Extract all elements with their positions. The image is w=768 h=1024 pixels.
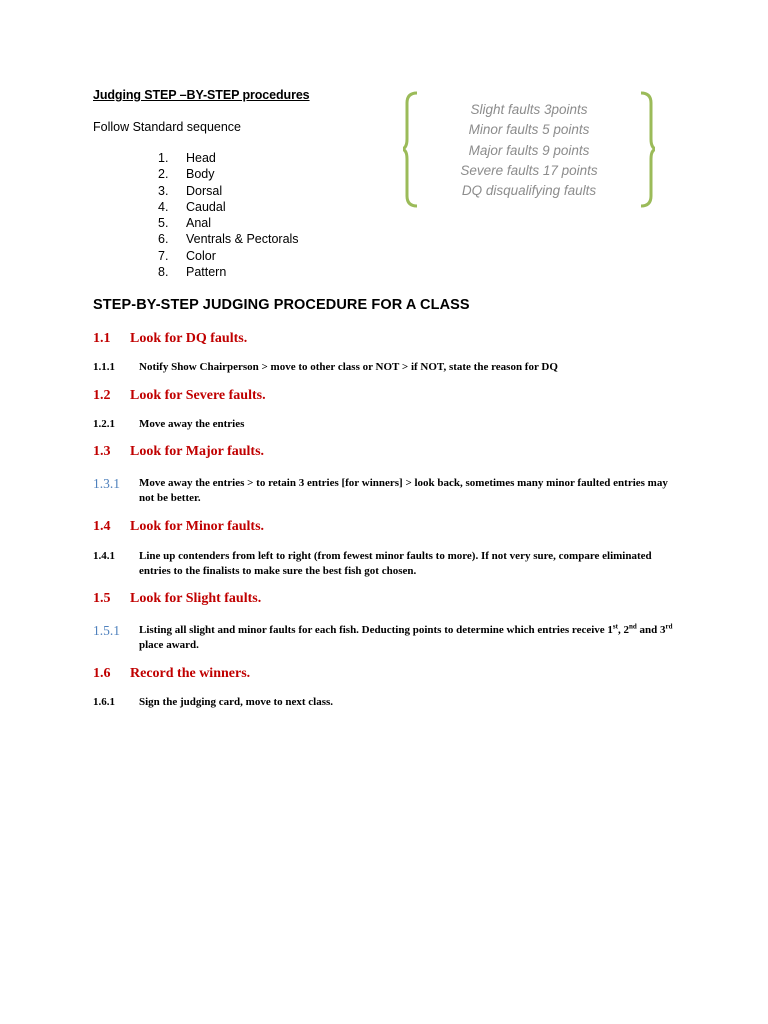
step-heading: 1.1 Look for DQ faults. (93, 331, 248, 346)
fault-line-dq: DQ disqualifying faults (461, 183, 597, 199)
document-subtitle: Follow Standard sequence (93, 120, 242, 134)
section-heading: STEP-BY-STEP JUDGING PROCEDURE FOR A CLASS (93, 297, 470, 313)
step-detail: 1.2.1 Move away the entries (93, 418, 245, 430)
step-heading: 1.6 Record the winners. (93, 666, 251, 681)
fault-line-severe: Severe faults 17 points (460, 162, 598, 178)
step-heading: 1.5 Look for Slight faults. (93, 591, 262, 606)
step-detail: 1.5.1 Listing all slight and minor faults for each fish. Deducting points to determine which entries receive 1st, 2nd and 3rd place award. (93, 622, 673, 651)
sequence-list (158, 150, 299, 280)
step-detail: 1.4.1 Line up contenders from left to right (from fewest minor faults to more). If not very sure, compare eliminated entries to the finalists to make sure the best fish got chosen. (93, 550, 652, 577)
fault-line-minor: Minor faults 5 points (468, 122, 590, 138)
step-heading: 1.3 Look for Major faults. (93, 444, 265, 459)
step-heading: 1.4 Look for Minor faults. (93, 519, 265, 534)
list-item: 8. Pattern (158, 265, 227, 280)
step-detail: 1.1.1 Notify Show Chairperson > move to other class or NOT > if NOT, state the reason for DQ (93, 361, 558, 373)
list-item: 7. Color (158, 248, 216, 263)
list-item: 6. Ventrals & Pectorals (158, 232, 299, 247)
step-heading: 1.2 Look for Severe faults. (93, 388, 266, 403)
list-item: 3. Dorsal (158, 183, 223, 198)
fault-line-slight: Slight faults 3points (470, 102, 588, 117)
fault-line-major: Major faults 9 points (468, 142, 590, 158)
step-detail: 1.6.1 Sign the judging card, move to next class. (93, 696, 334, 708)
faults-points-box (403, 91, 655, 208)
list-item: 1. Head (158, 151, 216, 165)
step-detail: 1.3.1 Move away the entries > to retain 3 entries [for winners] > look back, sometimes many minor faulted entries may not be better. (93, 476, 668, 504)
document-title: Judging STEP –BY-STEP procedures (93, 88, 310, 102)
list-item: 5. Anal (158, 216, 212, 231)
list-item: 2. Body (158, 167, 215, 182)
list-item: 4. Caudal (158, 199, 226, 214)
